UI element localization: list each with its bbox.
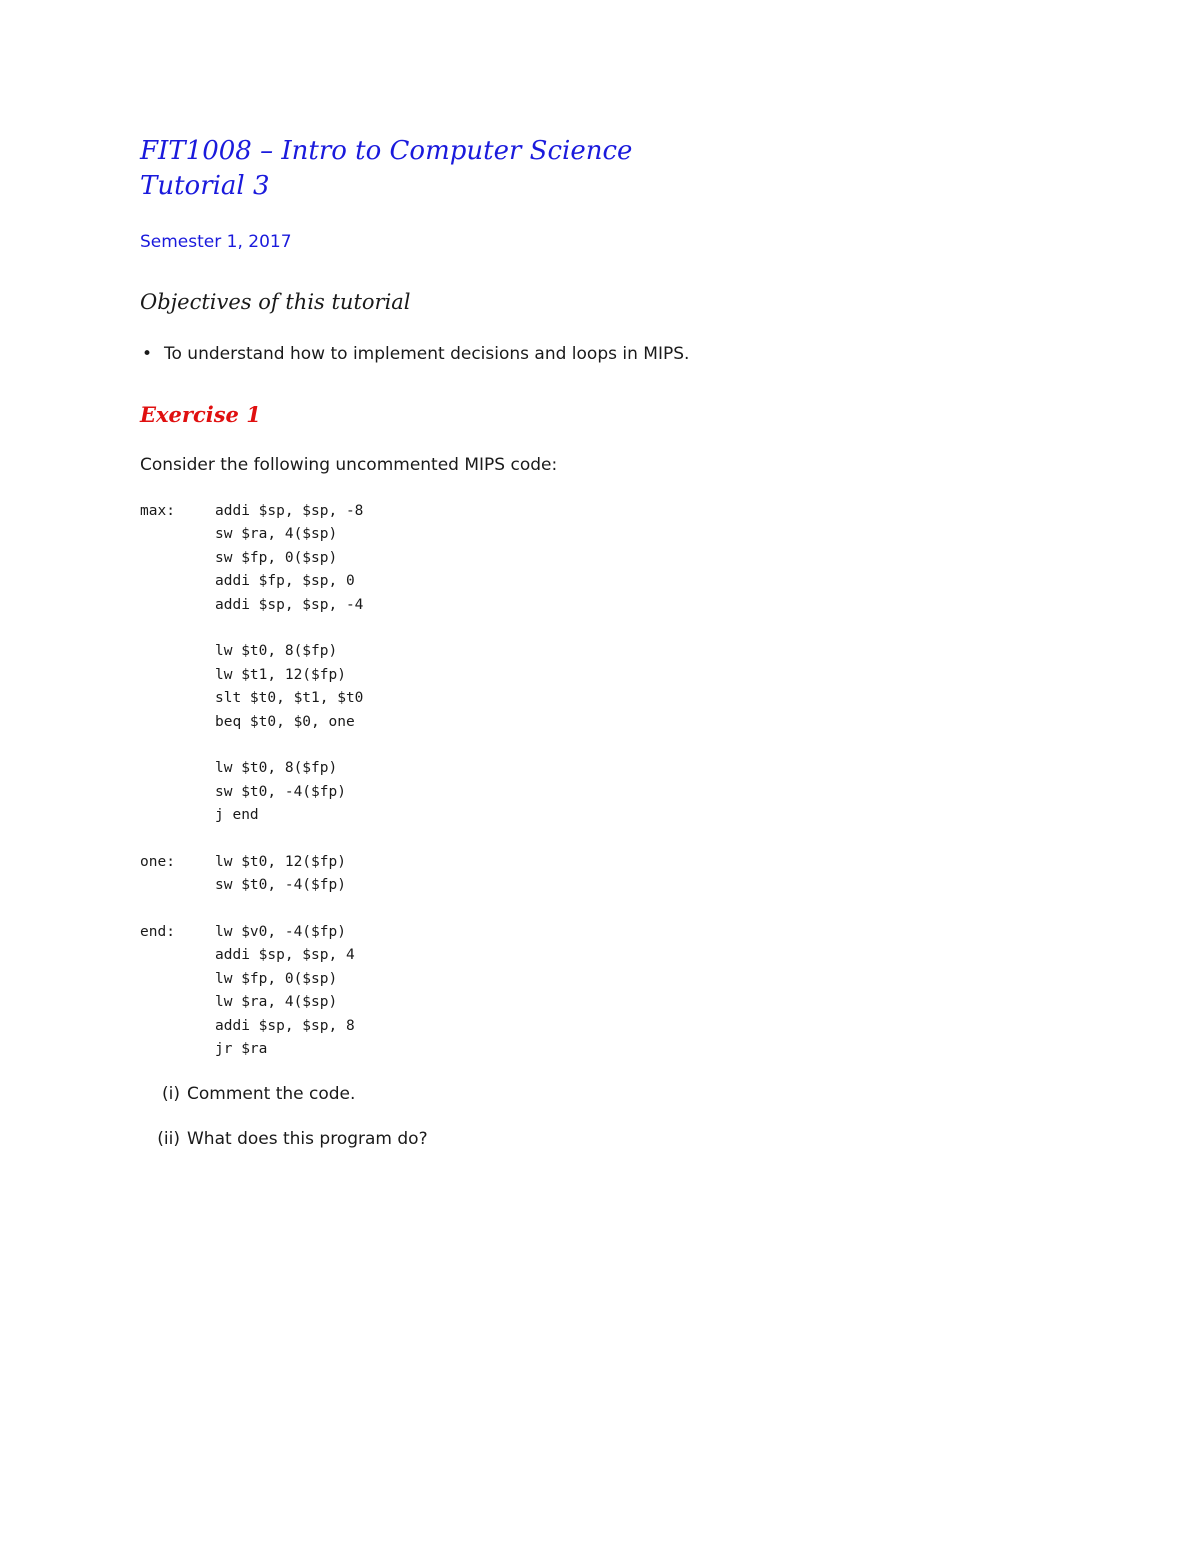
- objective-text: To understand how to implement decisions and loops in MIPS.: [164, 344, 690, 364]
- page-title: [140, 134, 632, 204]
- semester-label: Semester 1, 2017: [140, 232, 292, 252]
- objectives-heading: Objectives of this tutorial: [140, 290, 411, 314]
- objectives-list: [140, 344, 689, 364]
- code-instruction: addi $sp, $sp, 4: [215, 947, 355, 964]
- title-course: FIT1008 – Intro to Computer Science: [140, 136, 633, 166]
- code-instruction: jr $ra: [215, 1040, 268, 1057]
- code-instruction: lw $t0, 8($fp): [215, 760, 338, 777]
- bullet-icon: •: [142, 344, 153, 364]
- code-instruction: addi $sp, $sp, -4: [215, 596, 364, 613]
- code-label: end:: [140, 924, 175, 941]
- code-label: max:: [140, 503, 175, 519]
- code-instruction: j end: [215, 807, 259, 824]
- code-instruction: addi $sp, $sp, -8: [215, 503, 364, 519]
- code-instruction: sw $t0, -4($fp): [215, 783, 346, 800]
- code-instruction: sw $ra, 4($sp): [215, 526, 338, 543]
- code-label: one:: [140, 853, 175, 870]
- exercise-intro: Consider the following uncommented MIPS code:: [140, 455, 558, 475]
- code-instruction: lw $t1, 12($fp): [215, 666, 346, 683]
- list-item: [140, 344, 689, 364]
- code-instruction: lw $v0, -4($fp): [215, 924, 346, 941]
- question-text: What does this program do?: [187, 1129, 428, 1149]
- code-instruction: lw $t0, 12($fp): [215, 853, 346, 870]
- code-instruction: lw $t0, 8($fp): [215, 643, 338, 660]
- code-instruction: sw $t0, -4($fp): [215, 877, 346, 894]
- code-instruction: lw $fp, 0($sp): [215, 970, 338, 987]
- code-instruction: lw $ra, 4($sp): [215, 994, 338, 1011]
- question-number: (ii): [157, 1129, 180, 1149]
- code-instruction: beq $t0, $0, one: [215, 713, 355, 730]
- code-instruction: sw $fp, 0($sp): [215, 549, 338, 566]
- code-instruction: addi $fp, $sp, 0: [215, 573, 355, 590]
- title-tutorial: Tutorial 3: [140, 171, 270, 201]
- code-instruction: slt $t0, $t1, $t0: [215, 690, 364, 707]
- question-text: Comment the code.: [187, 1084, 356, 1104]
- question-number: (i): [162, 1084, 180, 1104]
- code-instruction: addi $sp, $sp, 8: [215, 1017, 355, 1034]
- exercise-heading: Exercise 1: [140, 402, 261, 427]
